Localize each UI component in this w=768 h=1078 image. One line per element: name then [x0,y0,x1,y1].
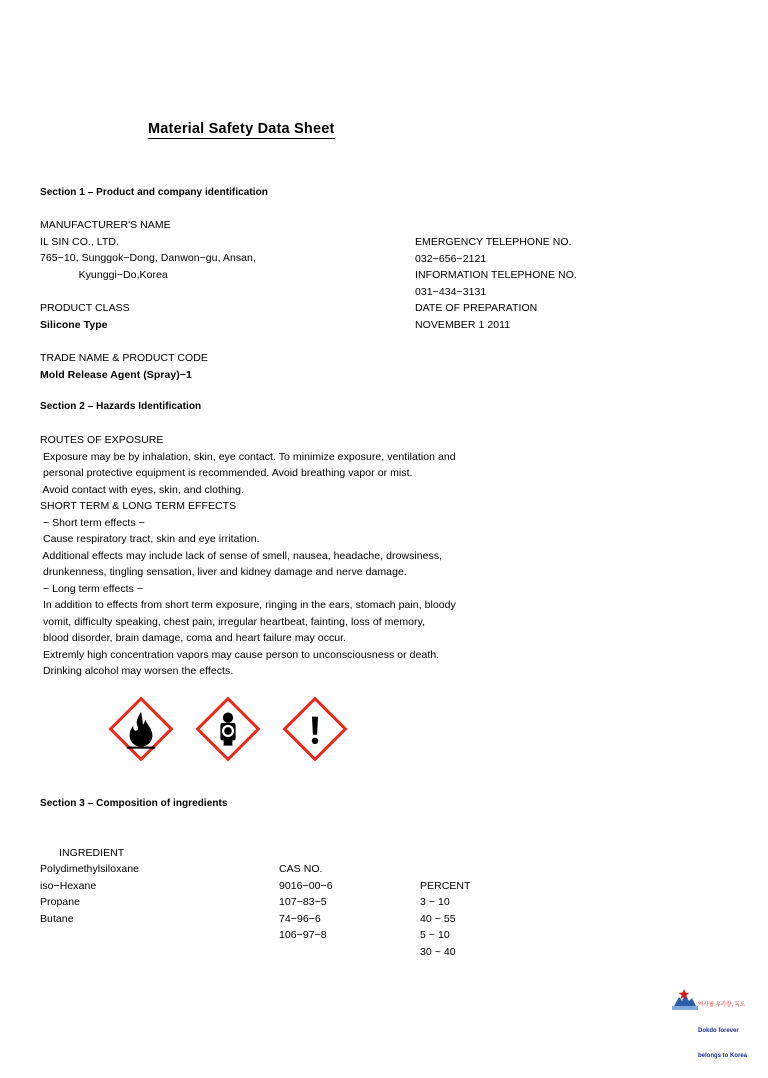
cell-cas-no: 74−96−6 [279,912,321,925]
cell-ingredient: iso−Hexane [40,879,97,892]
information-telephone-value: 031−434−3131 [415,285,487,298]
exclamation-mark-icon [296,709,334,749]
emergency-telephone-label: EMERGENCY TELEPHONE NO. [415,236,572,248]
routes-of-exposure-label: ROUTES OF EXPOSURE [40,434,164,446]
dokdo-island-icon [672,986,698,1012]
date-of-preparation-value: NOVEMBER 1 2011 [415,318,511,331]
effects-label: SHORT TERM & LONG TERM EFFECTS [40,500,237,512]
product-class-value: Silicone Type [40,318,108,331]
dokdo-footer-logo [672,984,764,1059]
cell-cas-no: 9016−00−6 [279,879,333,892]
column-header-percent: PERCENT [420,879,471,892]
effects-line-6: In addition to effects from short term exposure, ringing in the ears, stomach pain, bloody [40,599,456,611]
footer-line-2: Dokdo forever [698,1027,739,1034]
footer-line-korean: 역사를 우리량, 독도 [698,1002,746,1008]
effects-line-4: drunkenness, tingling sensation, liver and kidney damage and nerve damage. [40,566,407,578]
trade-name-value: Mold Release Agent (Spray)−1 [40,368,192,381]
routes-line-1: Exposure may be by inhalation, skin, eye contact. To minimize exposure, ventilation and [40,450,456,463]
ghs-exclamation-pictogram [282,696,348,762]
section-3-heading: Section 3 – Composition of ingredients [40,798,228,809]
page-title: Material Safety Data Sheet [148,121,335,137]
effects-line-9: Extremly high concentration vapors may cause person to unconsciousness or death. [40,648,440,661]
trade-name-label: TRADE NAME & PRODUCT CODE [40,352,208,364]
column-header-cas-no: CAS NO. [279,863,323,875]
manufacturer-address-line1: 765−10, Sunggok−Dong, Danwon−gu, Ansan, [40,252,256,264]
cell-cas-no: 106−97−8 [279,929,327,941]
routes-line-3: Avoid contact with eyes, skin, and clothing. [40,483,245,496]
manufacturer-block [40,217,256,283]
effects-line-3: Additional effects may include lack of sense of smell, nausea, headache, drowsiness, [40,549,443,562]
emergency-telephone-value: 032−656−2121 [415,252,487,265]
column-header-ingredient: INGREDIENT [59,846,125,859]
effects-line-8: blood disorder, brain damage, coma and heart failure may occur. [40,632,347,644]
composition-table [40,828,600,958]
manufacturer-name-value: IL SIN CO., LTD. [40,235,119,248]
routes-of-exposure-block [40,432,456,680]
cell-percent: 3 − 10 [420,896,450,908]
cell-ingredient: Butane [40,912,74,925]
cell-percent: 30 ~ 40 [420,945,456,958]
effects-line-2: Cause respiratory tract, skin and eye irritation. [40,533,260,545]
manufacturer-address-line2: Kyunggi−Do,Korea [40,268,168,281]
effects-line-1: − Short term effects − [40,516,145,529]
effects-line-10: Drinking alcohol may worsen the effects. [40,665,234,677]
footer-line-3: belongs to Korea [698,1053,748,1059]
date-of-preparation-label: DATE OF PREPARATION [415,302,538,314]
cell-ingredient: Propane [40,896,81,908]
date-block [415,300,537,333]
section-2-heading: Section 2 – Hazards Identification [40,401,202,412]
ghs-pictogram-group [108,696,348,768]
product-class-label: PRODUCT CLASS [40,302,130,314]
effects-line-5: − Long term effects − [40,582,144,595]
product-class-block [40,300,130,333]
trade-name-block [40,350,208,383]
ghs-flammable-pictogram [108,696,174,762]
cell-cas-no: 107−83−5 [279,896,327,908]
manufacturer-name-label: MANUFACTURER'S NAME [40,219,171,231]
contact-block [415,234,577,300]
information-telephone-label: INFORMATION TELEPHONE NO. [415,269,577,281]
cell-ingredient: Polydimethylsiloxane [40,863,140,875]
cell-percent: 5 ~ 10 [420,929,450,941]
ghs-health-hazard-pictogram [195,696,261,762]
cell-percent: 40 − 55 [420,912,456,925]
routes-line-2: personal protective equipment is recommended. Avoid breathing vapor or mist. [40,467,413,479]
effects-line-7: vomit, difficulty speaking, chest pain, irregular heartbeat, fainting, loss of memory, [40,615,426,628]
section-1-heading: Section 1 – Product and company identification [40,187,268,198]
flame-icon [122,709,160,749]
person-health-hazard-icon [209,709,247,749]
dokdo-footer-text [698,984,747,1078]
